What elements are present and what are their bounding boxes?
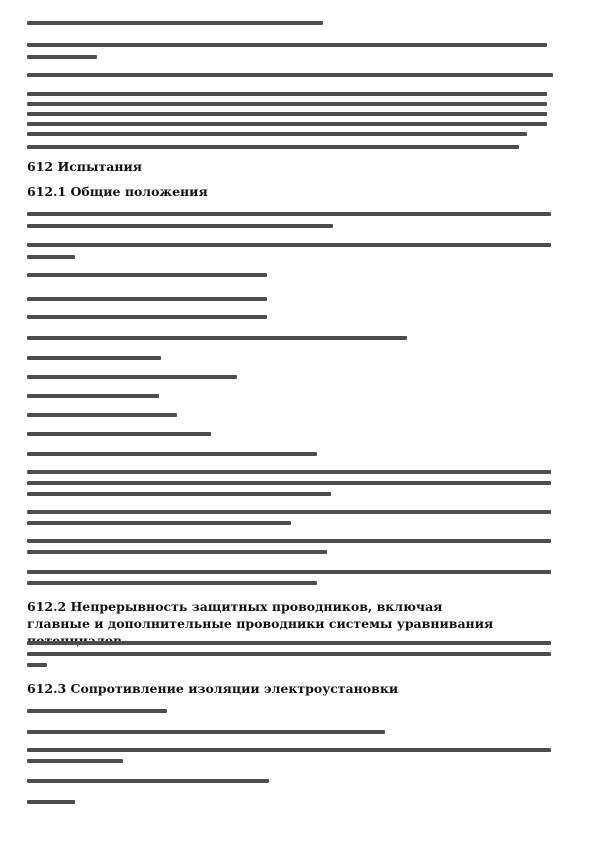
- text-line: [27, 663, 47, 667]
- text-line: [27, 432, 211, 436]
- section-heading-612-2: 612.2 Непрерывность защитных проводников, включая главные и дополнительные проводники системы уравнивания: [27, 599, 494, 631]
- text-line: [27, 243, 551, 247]
- text-line: [27, 273, 267, 277]
- text-line: [27, 132, 527, 136]
- text-line: [27, 92, 547, 96]
- text-line: [27, 145, 519, 149]
- text-line: [27, 336, 407, 340]
- text-line: [27, 43, 547, 47]
- text-line: [27, 800, 75, 804]
- text-line: [27, 255, 75, 259]
- text-line: [27, 122, 547, 126]
- text-line: [27, 539, 551, 543]
- text-line: [27, 570, 551, 574]
- text-line: [27, 315, 267, 319]
- text-line: [27, 550, 327, 554]
- text-line: [27, 356, 161, 360]
- text-line: [27, 652, 551, 656]
- text-line: [27, 492, 331, 496]
- section-heading-612: 612 Испытания: [27, 159, 143, 174]
- text-line: [27, 779, 269, 783]
- text-line: [27, 394, 159, 398]
- text-line: [27, 581, 317, 585]
- text-line: [27, 102, 547, 106]
- text-line: [27, 212, 551, 216]
- text-line: [27, 297, 267, 301]
- text-line: [27, 521, 291, 525]
- text-line: [27, 641, 551, 645]
- text-line: [27, 481, 551, 485]
- text-line: [27, 21, 323, 25]
- text-line: [27, 452, 317, 456]
- text-line: [27, 759, 123, 763]
- text-line: [27, 375, 237, 379]
- text-line: [27, 730, 385, 734]
- text-line: [27, 224, 333, 228]
- section-heading-612-1: 612.1 Общие положения: [27, 184, 208, 199]
- section-heading-612-3: 612.3 Сопротивление изоляции электроустановки: [27, 681, 399, 696]
- text-line: [27, 55, 97, 59]
- text-line: [27, 413, 177, 417]
- text-line: [27, 709, 167, 713]
- text-line: [27, 510, 551, 514]
- text-line: [27, 112, 547, 116]
- text-line: [27, 748, 551, 752]
- text-line: [27, 73, 553, 77]
- text-line: [27, 470, 551, 474]
